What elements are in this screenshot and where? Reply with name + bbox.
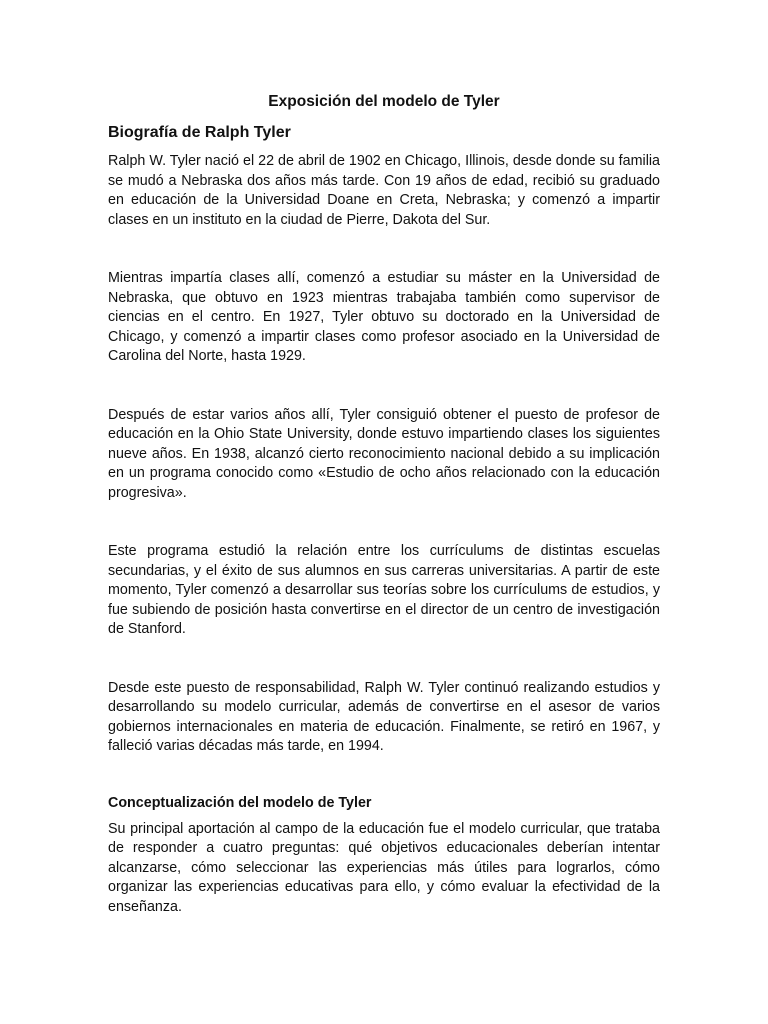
paragraph-1: Ralph W. Tyler nació el 22 de abril de 1902 en Chicago, Illinois, desde donde su familia se mudó a Nebraska dos años más tarde. Con 19 años de edad, recibió su graduado en educación de la Universidad Doane en Creta, Nebraska; y comenzó a impartir clases en un instituto en la ciudad de Pierre, Dakota del Sur. [108, 153, 660, 228]
paragraph-4: Este programa estudió la relación entre los currículums de distintas escuelas secundarias, y el éxito de sus alumnos en sus carreras universitarias. A partir de este momento, Tyler comenzó a desarrollar sus teorías sobre los currículums de estudios, y fue subiendo de posición hasta convertirse en el director de un centro de investigación de Stanford. [108, 543, 660, 637]
paragraph-5: Desde este puesto de responsabilidad, Ralph W. Tyler continuó realizando estudios y desarrollando su modelo curricular, además de convertirse en el asesor de varios gobiernos internacionales en materia de educación. Finalmente, se retiró en 1967, y falleció varias décadas más tarde, en 1994. [108, 679, 660, 754]
paragraph-6: Su principal aportación al campo de la educación fue el modelo curricular, que trataba de responder a cuatro preguntas: qué objetivos educacionales deberían intentar alcanzarse, cómo seleccionar las experiencias más útiles para lograrlos, cómo organizar las experiencias educativas para ello, y cómo evaluar la efectividad de la enseñanza. [108, 820, 660, 915]
paragraph-3: Después de estar varios años allí, Tyler consiguió obtener el puesto de profesor de educación en la Ohio State University, donde estuvo impartiendo clases los siguientes nueve años. En 1938, alcanzó cierto reconocimiento nacional debido a su implicación en un programa conocido como «Estudio de ocho años relacionado con la educación progresiva». [108, 406, 660, 501]
paragraph-2: Mientras impartía clases allí, comenzó a estudiar su máster en la Universidad de Nebraska, que obtuvo en 1923 mientras trabajaba también como supervisor de ciencias en el centro. En 1927, Tyler obtuvo su doctorado en la Universidad de Chicago, y comenzó a impartir clases como profesor asociado en la Universidad de Carolina del Norte, hasta 1929. [108, 270, 660, 364]
document-title: Exposición del modelo de Tyler [268, 93, 500, 110]
section-heading-biografia: Biografía de Ralph Tyler [108, 124, 291, 141]
section-heading-conceptualizacion: Conceptualización del modelo de Tyler [108, 794, 372, 811]
